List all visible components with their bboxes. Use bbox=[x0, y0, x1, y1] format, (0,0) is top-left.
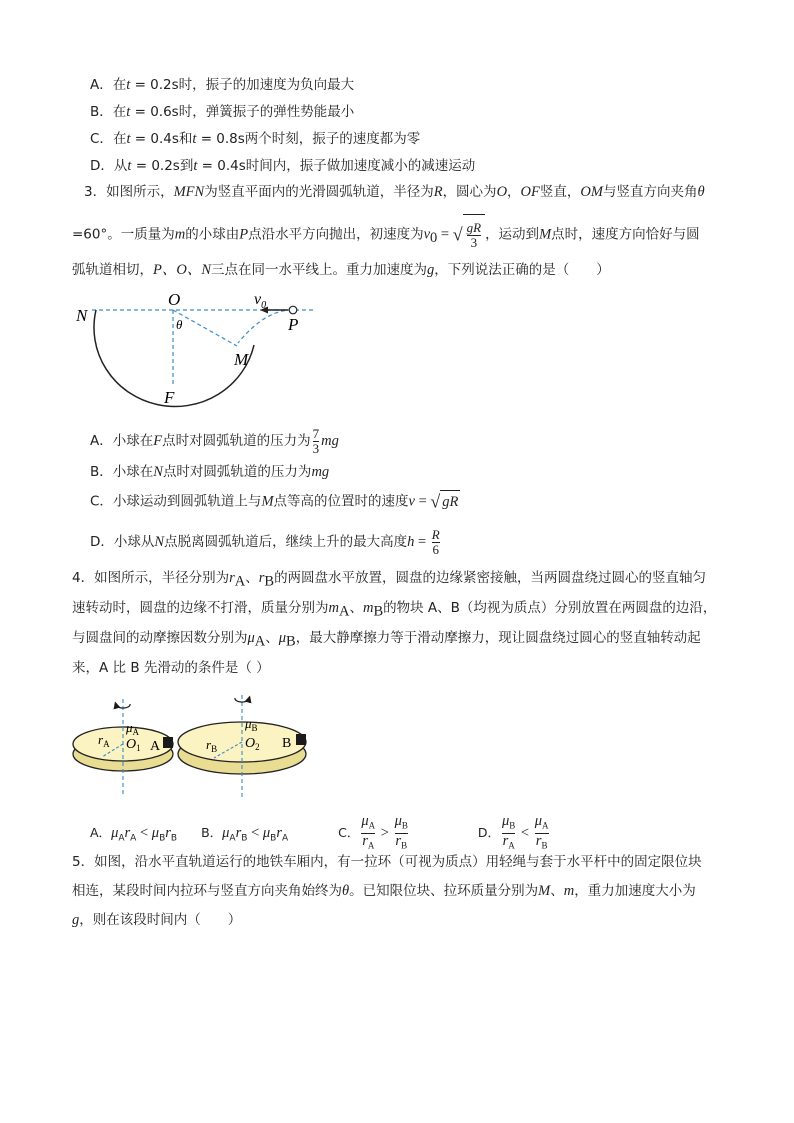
q4-options-row bbox=[90, 813, 551, 851]
label-mu-b: $\mu_B$ bbox=[245, 716, 258, 733]
label-o2: $O_2$ bbox=[245, 736, 260, 752]
q4-stem-line1: 4．如图所示，半径分别为$r_A$、$r_B$的两圆盘水平放置，圆盘的边缘紧密接触，当两圆盘绕过圆心的竖直轴匀 bbox=[72, 570, 707, 590]
q4-option-d: D． $\frac{\mu_B}{r_A}$ < $\frac{\mu_A}{r_B}$ bbox=[477, 813, 549, 851]
q3-arc-track-diagram bbox=[70, 285, 330, 410]
q2-option-c: C．在t = 0.4s和t = 0.8s两个时刻，振子的速度都为零 bbox=[90, 131, 421, 147]
dashed-line-om bbox=[173, 310, 237, 346]
label-mu-a: $\mu_A$ bbox=[126, 720, 140, 737]
q3-stem-line2: =60°。一质量为m的小球由P点沿水平方向抛出，初速度为$v_0$ = √ $\frac{gR}{3}$ ，运动到M点时，速度方向恰好与圆 bbox=[72, 214, 700, 254]
q4-option-c: C． $\frac{\mu_A}{r_A}$ > $\frac{\mu_B}{r_B}$ bbox=[338, 813, 408, 851]
q3-option-c: C．小球运动到圆弧轨道上与M点等高的位置时的速度v = √ gR bbox=[90, 491, 459, 512]
label-theta: θ bbox=[176, 317, 183, 332]
label-p: P bbox=[288, 315, 299, 334]
ball-p bbox=[289, 306, 297, 314]
q4-stem-line3: 与圆盘间的动摩擦因数分别为$\mu_A$、$\mu_B$，最大静摩擦力等于滑动摩擦力，现让圆盘绕过圆心的竖直轴转动起 bbox=[72, 630, 701, 650]
q4-option-b: B．$\mu_Ar_B < \mu_Br_A$ bbox=[201, 824, 289, 844]
q4-stem-line4: 来，A 比 B 先滑动的条件是（ ） bbox=[72, 660, 270, 676]
q2-option-d: D．从t = 0.2s到t = 0.4s时间内，振子做加速度减小的减速运动 bbox=[90, 158, 476, 174]
q3-v0-formula: √ $\frac{gR}{3}$ bbox=[453, 214, 485, 255]
q2-option-a: A．在t = 0.2s时，振子的加速度为负向最大 bbox=[90, 77, 355, 93]
q5-stem-line3: g，则在该段时间内（ ） bbox=[72, 912, 242, 928]
q3-stem-line3: 弧轨道相切，P、O、N三点在同一水平线上。重力加速度为g，下列说法正确的是（ ） bbox=[72, 262, 610, 278]
label-n: N bbox=[76, 306, 88, 325]
label-b: B bbox=[282, 736, 292, 751]
q2-option-b: B．在t = 0.6s时，弹簧振子的弹性势能最小 bbox=[90, 104, 355, 120]
q5-stem-line2: 相连，某段时间内拉环与竖直方向夹角始终为θ。已知限位块、拉环质量分别为M、m，重力加速度大小为 bbox=[72, 883, 696, 899]
label-f: F bbox=[164, 388, 175, 407]
label-o: O bbox=[168, 290, 181, 309]
label-ra: $r_A$ bbox=[98, 732, 110, 749]
label-m: M bbox=[234, 350, 249, 369]
q4-stem-line2: 速转动时，圆盘的边缘不打滑，质量分别为$m_A$、$m_B$的物块 A、B（均视为质点）分别放置在两圆盘的边沿， bbox=[72, 600, 717, 620]
projectile-path bbox=[238, 310, 292, 343]
q3-option-d: D．小球从N点脱离圆弧轨道后，继续上升的最大高度h = $\frac{R}{6}$ bbox=[90, 526, 440, 557]
q3-stem-line1: 3．如图所示，MFN为竖直平面内的光滑圆弧轨道，半径为R，圆心为O，OF竖直，OM与竖直方向夹角θ bbox=[84, 184, 705, 200]
label-v0: $v_0$ bbox=[254, 291, 267, 311]
q4-two-disc-diagram bbox=[68, 685, 318, 803]
block-a bbox=[163, 737, 173, 748]
q3-option-b: B．小球在N点时对圆弧轨道的压力为mg bbox=[90, 464, 330, 480]
label-a: A bbox=[150, 739, 161, 754]
block-b bbox=[296, 734, 306, 745]
label-o1: $O_1$ bbox=[126, 737, 141, 753]
q4-option-a: A．$\mu_Ar_A < \mu_Br_B$ bbox=[90, 824, 178, 844]
q3-option-a: A．小球在F点时对圆弧轨道的压力为 $\frac{7}{3}$ mg bbox=[90, 425, 339, 456]
q5-stem-line1: 5．如图，沿水平直轨道运行的地铁车厢内，有一拉环（可视为质点）用轻绳与套于水平杆中的固定限位块 bbox=[72, 854, 702, 870]
label-rb: $r_B$ bbox=[206, 737, 218, 754]
